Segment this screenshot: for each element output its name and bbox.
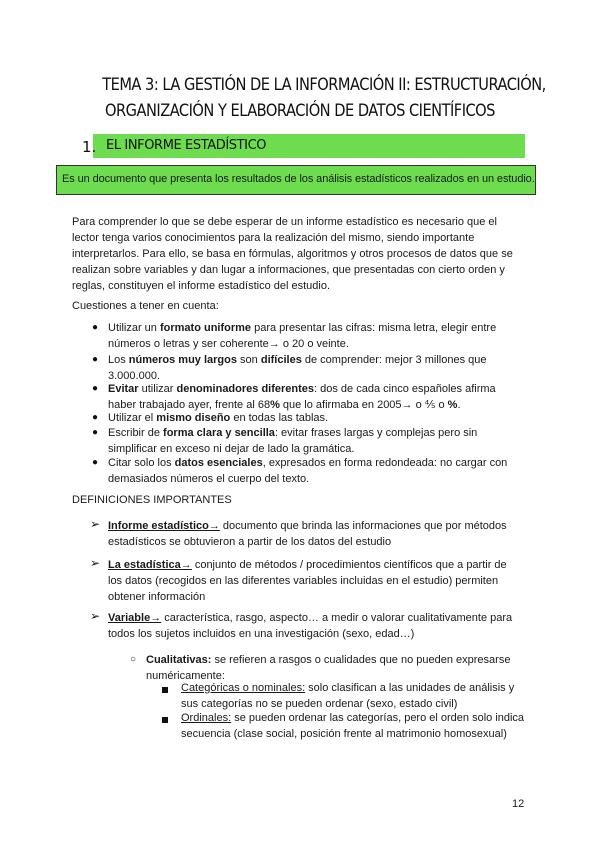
arrow-bullet-icon: ➢ (90, 517, 101, 531)
section-title: EL INFORME ESTADÍSTICO (106, 138, 267, 153)
sub-definition-item: Cualitativas: se refieren a rasgos o cualidades que no pueden expresarse numéricamente: (146, 654, 511, 682)
circle-bullet-icon: ○ (130, 654, 137, 665)
list-item: Evitar utilizar denominadores diferentes: dos de cada cinco españoles afirma haber trabajado ayer, frente al 68% que lo afirmaba en 2005→ o ⅘ o %. (108, 383, 496, 411)
definition-box (56, 165, 536, 195)
page-title (102, 72, 546, 124)
bullet-dot-icon: ● (92, 427, 99, 438)
title-line-2: ORGANIZACIÓN Y ELABORACIÓN DE DATOS CIENTÍFICOS (105, 101, 495, 121)
definition-text: Es un documento que presenta los resultados de los análisis estadísticos realizados en un estudio. (62, 173, 535, 185)
bullet-dot-icon: ● (92, 322, 99, 333)
intro-line: interpretarlos. Para ello, se basa en fórmulas, algoritmos y otros procesos de datos que se (72, 248, 513, 260)
list-item: Utilizar un formato uniforme para presentar las cifras: misma letra, elegir entre números o letras y ser coherente→ o 20 o veinte. (108, 322, 497, 350)
intro-line: Para comprender lo que se debe esperar de un informe estadístico es necesario que el (72, 216, 497, 228)
intro-paragraph (72, 214, 532, 294)
intro-line: reglas, constituyen el informe estadístico del estudio. (72, 280, 331, 292)
arrow-bullet-icon: ➢ (90, 609, 101, 623)
definition-item: La estadística→ conjunto de métodos / procedimientos científicos que a partir de los datos (recogidos en las diferentes variables incluidas en el estudio) permiten obtener información (108, 559, 507, 603)
definition-item: Informe estadístico→ documento que brinda las informaciones que por métodos estadísticos se obtuvieron a partir de los datos del estudio (108, 520, 507, 548)
bullet-dot-icon: ● (92, 383, 99, 394)
list-item: Citar solo los datos esenciales, expresados en forma redondeada: no cargar con demasiados números el cuerpo del texto. (108, 457, 508, 485)
list-item: Los números muy largos son difíciles de comprender: mejor 3 millones que 3.000.000. (108, 354, 487, 382)
title-line-1: TEMA 3: LA GESTIÓN DE LA INFORMACIÓN II: ESTRUCTURACIÓN, (102, 75, 546, 95)
square-bullet-icon (162, 717, 168, 723)
intro-line: realizan sobre variables y dan lugar a informaciones, que presentadas con cierto orden y (72, 264, 505, 276)
list-item: Utilizar el mismo diseño en todas las tablas. (108, 412, 329, 424)
list-item: Escribir de forma clara y sencilla: evitar frases largas y complejas pero sin simplificar en exceso ni dejar de lado la gramática. (108, 427, 478, 455)
definition-item: Variable→ característica, rasgo, aspecto… a medir o valorar cualitativamente para todos los sujetos incluidos en una investigación (sexo, edad…) (108, 612, 513, 640)
arrow-bullet-icon: ➢ (90, 556, 101, 570)
bullet-dot-icon: ● (92, 354, 99, 365)
intro-line: lector tenga varios conocimientos para la realización del mismo, siendo importante (72, 232, 475, 244)
definiciones-heading: DEFINICIONES IMPORTANTES (72, 494, 232, 506)
sub-sub-item: Categóricas o nominales: solo clasifican a las unidades de análisis y sus categorías no se pueden ordenar (sexo, estado civil) (181, 682, 515, 710)
section-number: 1. (82, 138, 97, 156)
bullet-dot-icon: ● (92, 412, 99, 423)
bullet-dot-icon: ● (92, 457, 99, 468)
cuestiones-heading: Cuestiones a tener en cuenta: (72, 300, 219, 312)
page-number: 12 (512, 798, 525, 810)
square-bullet-icon (162, 687, 168, 693)
sub-sub-item: Ordinales: se pueden ordenar las categorías, pero el orden solo indica secuencia (clase social, posición frente al matrimonio homosexual) (181, 712, 525, 740)
